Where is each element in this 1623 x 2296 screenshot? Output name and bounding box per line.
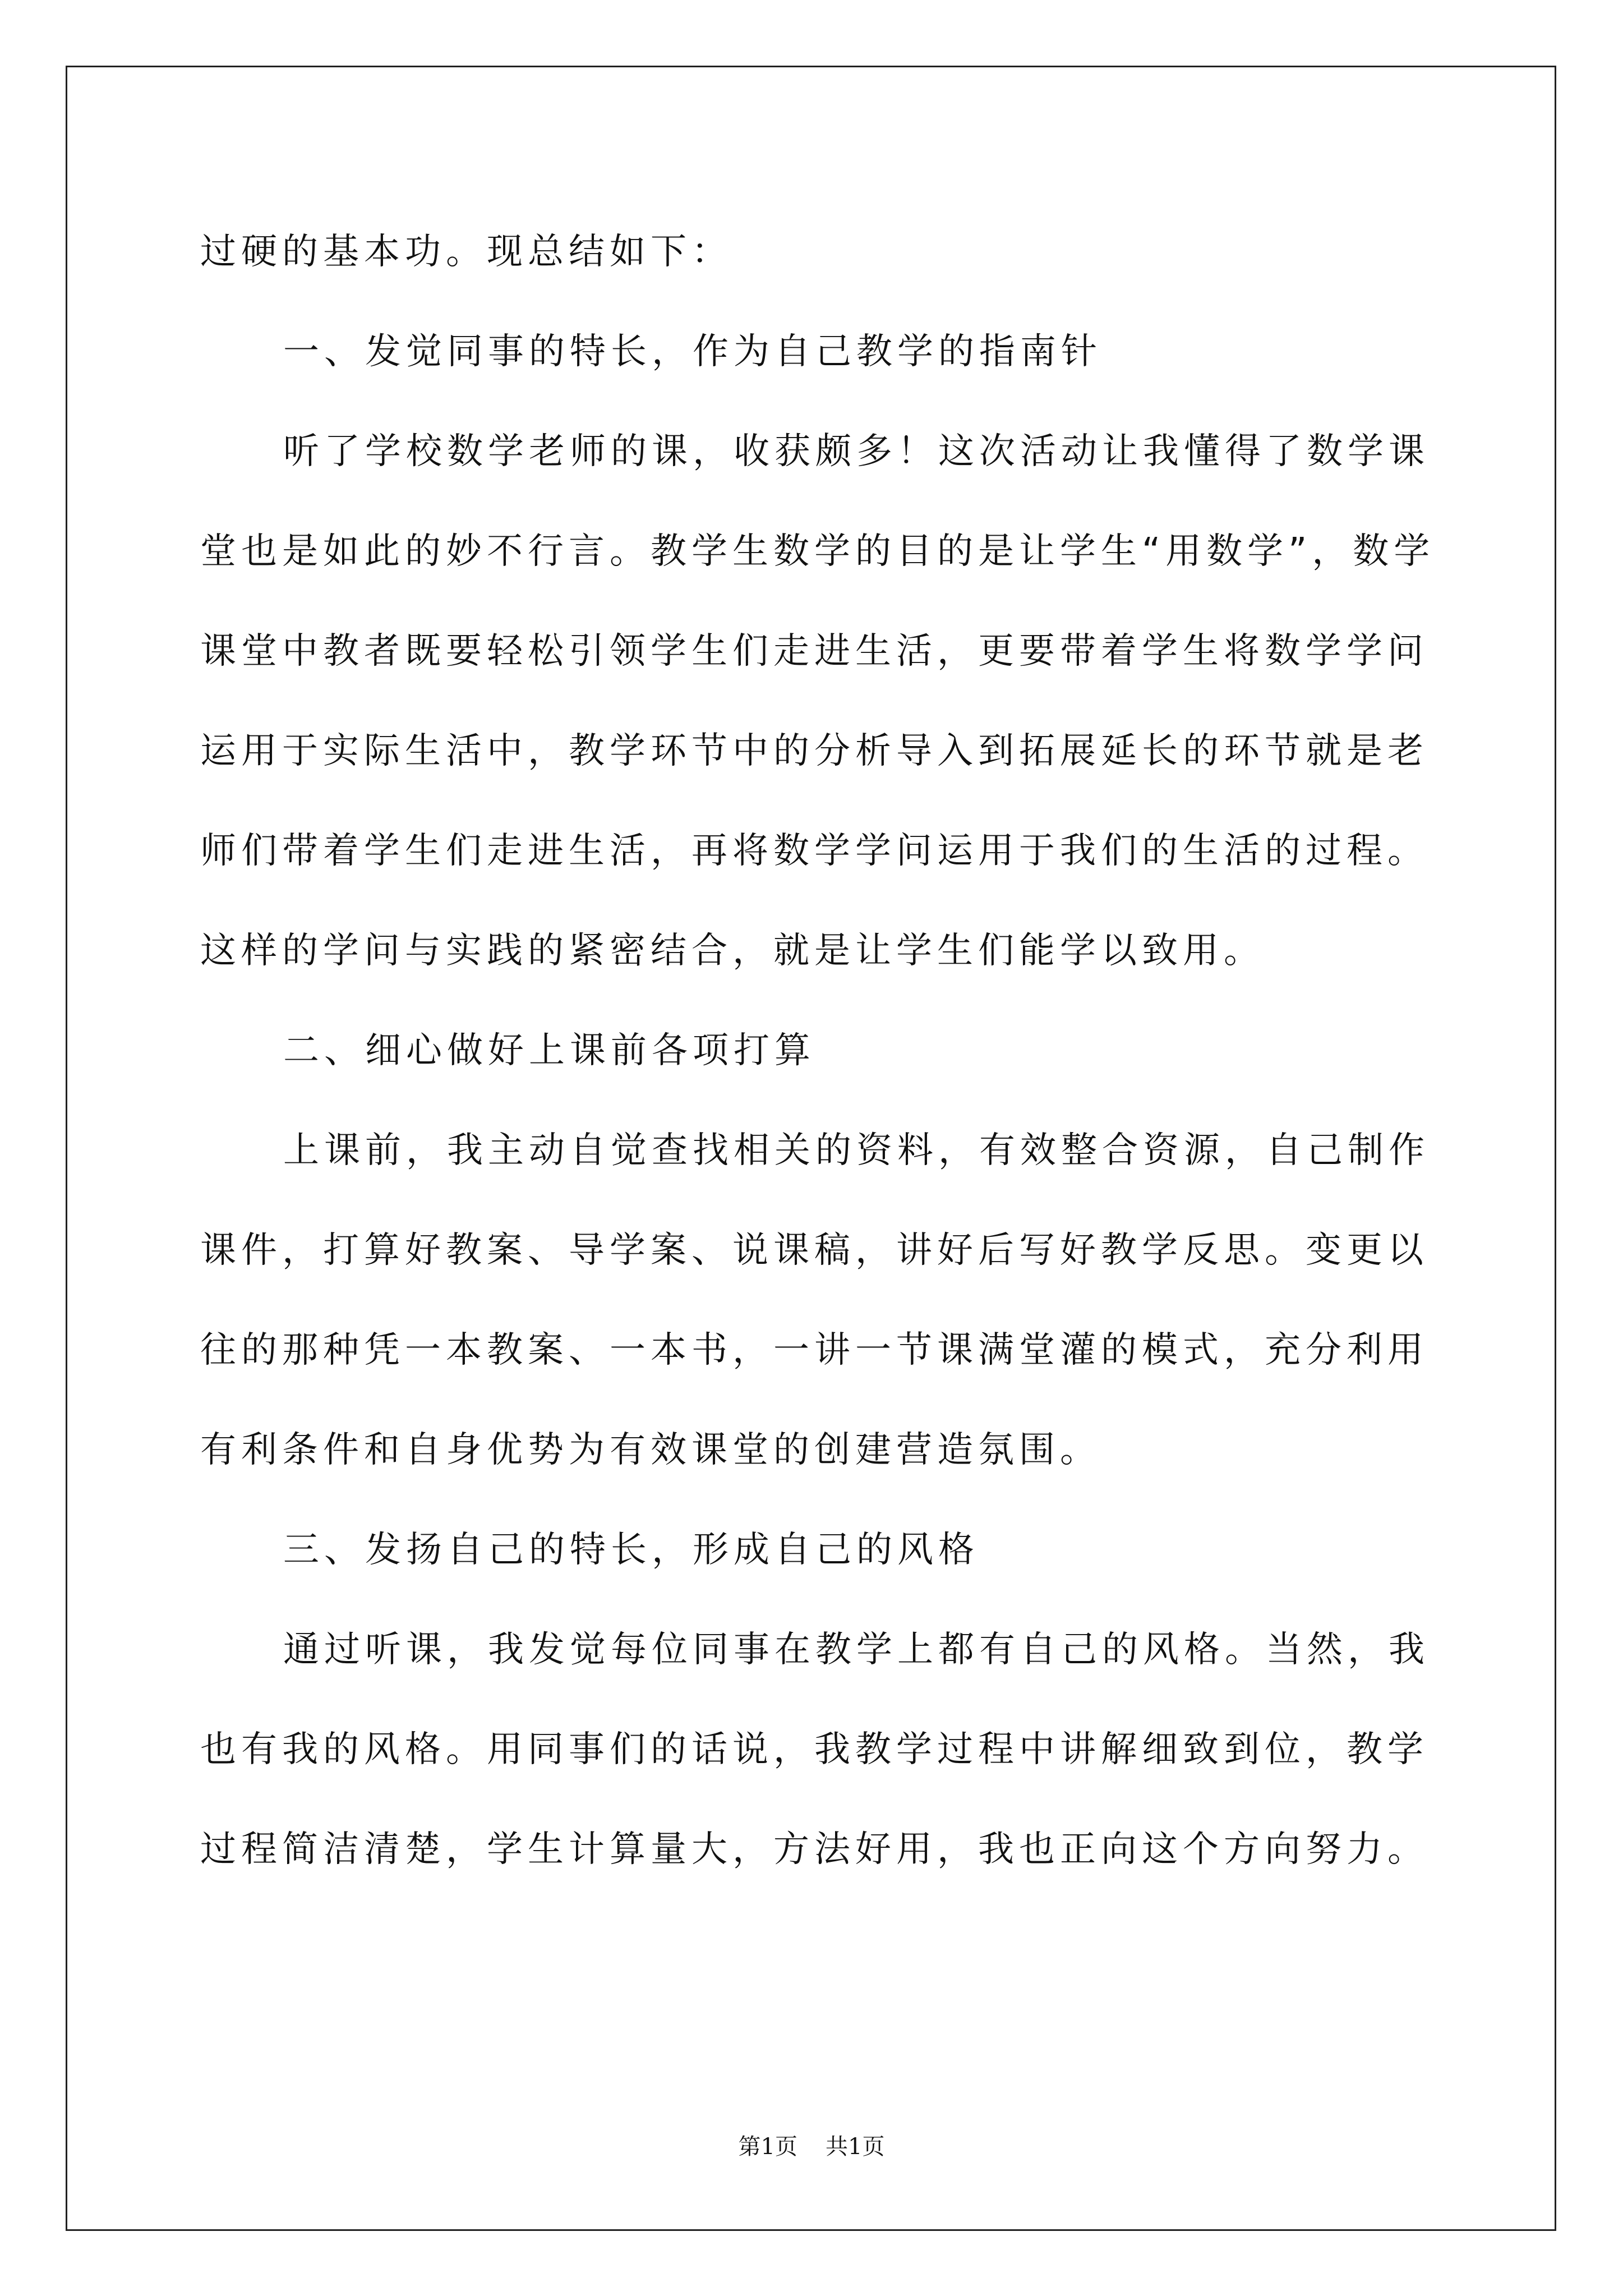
text-line: 往的那种凭一本教案、一本书，一讲一节课满堂灌的模式，充分利用 — [200, 1329, 1428, 1371]
page-number: 第1页 — [738, 2134, 797, 2160]
section-heading: 二、细心做好上课前各项打算 — [283, 1030, 815, 1071]
text-line: 师们带着学生们走进生活，再将数学学问运用于我们的生活的过程。 — [200, 830, 1428, 872]
text-line: 运用于实际生活中，教学环节中的分析导入到拓展延长的环节就是老 — [200, 730, 1428, 772]
text-line: 有利条件和自身优势为有效课堂的创建营造氛围。 — [200, 1429, 1101, 1471]
section-heading: 一、发觉同事的特长，作为自己教学的指南针 — [283, 331, 1102, 372]
text-line: 这样的学问与实践的紧密结合，就是让学生们能学以致用。 — [200, 930, 1265, 972]
text-line: 通过听课，我发觉每位同事在教学上都有自己的风格。当然，我 — [283, 1629, 1430, 1671]
text-line: 课件，打算好教案、导学案、说课稿，讲好后写好教学反思。变更以 — [200, 1230, 1428, 1271]
section-heading: 三、发扬自己的特长，形成自己的风格 — [283, 1529, 979, 1571]
text-line: 课堂中教者既要轻松引领学生们走进生活，更要带着学生将数学学问 — [200, 631, 1428, 672]
text-line: 过程简洁清楚，学生计算量大，方法好用，我也正向这个方向努力。 — [200, 1829, 1428, 1870]
text-line: 也有我的风格。用同事们的话说，我教学过程中讲解细致到位，教学 — [200, 1729, 1428, 1770]
document-body — [200, 202, 1434, 1899]
page-total: 共1页 — [826, 2134, 885, 2160]
text-line: 上课前，我主动自觉查找相关的资料，有效整合资源，自己制作 — [283, 1130, 1430, 1171]
page-footer — [0, 2129, 1623, 2161]
text-line: 过硬的基本功。现总结如下： — [200, 231, 732, 273]
text-line: 听了学校数学老师的课，收获颇多！这次活动让我懂得了数学课 — [283, 431, 1430, 472]
text-line: 堂也是如此的妙不行言。教学生数学的目的是让学生“用数学”，数学 — [200, 531, 1435, 572]
